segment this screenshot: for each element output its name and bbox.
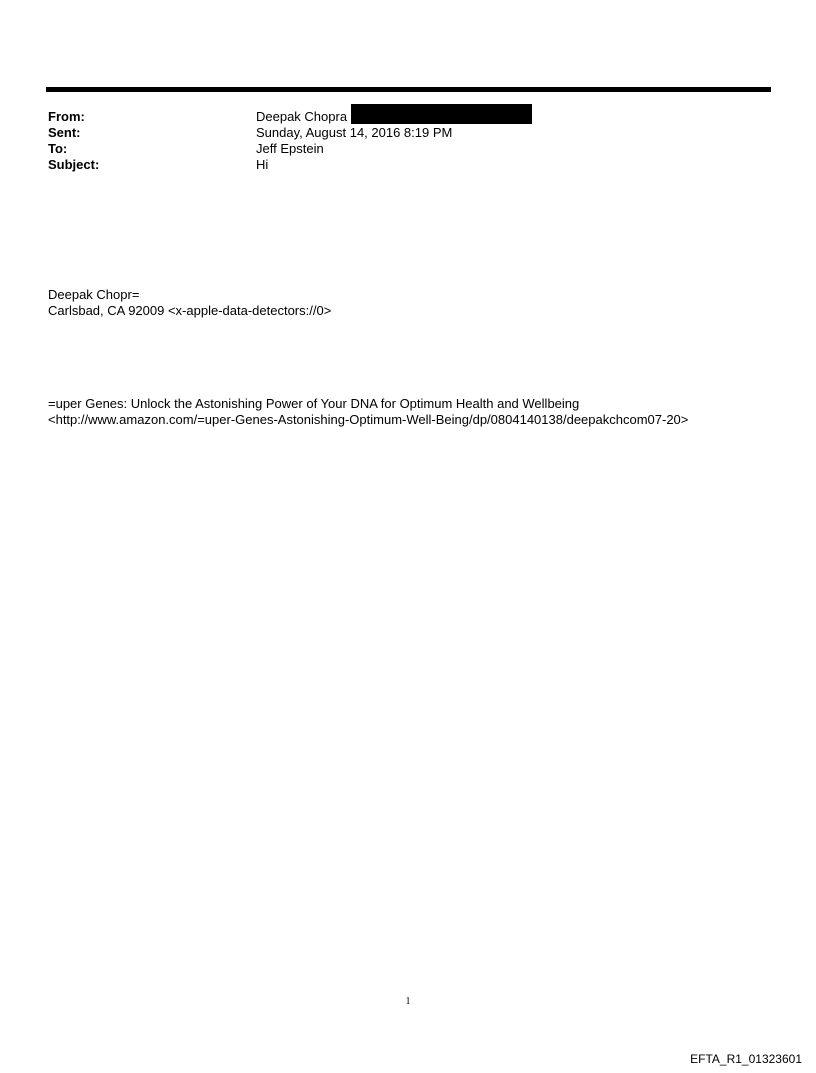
bates-number: EFTA_R1_01323601 [690, 1052, 802, 1066]
from-value [256, 109, 532, 125]
to-row [48, 141, 768, 157]
from-row [48, 109, 768, 125]
signature-address: Carlsbad, CA 92009 <x-apple-data-detectors://0> [48, 303, 332, 318]
to-value: Jeff Epstein [256, 141, 324, 156]
header-divider [46, 87, 771, 92]
subject-value: Hi [256, 157, 269, 172]
sent-label: Sent: [48, 125, 81, 140]
subject-label: Subject: [48, 157, 100, 172]
sent-row [48, 125, 768, 141]
book-title: =uper Genes: Unlock the Astonishing Power of Your DNA for Optimum Health and Wellbeing [48, 396, 580, 411]
signature-name: Deepak Chopr= [48, 287, 140, 302]
email-header [48, 109, 768, 173]
book-link: <http://www.amazon.com/=uper-Genes-Astonishing-Optimum-Well-Being/dp/0804140138/deepakchcom07-20> [48, 412, 689, 427]
sent-value: Sunday, August 14, 2016 8:19 PM [256, 125, 453, 140]
from-label: From: [48, 109, 85, 124]
subject-row [48, 157, 768, 173]
to-label: To: [48, 141, 68, 156]
page-number: 1 [405, 996, 411, 1007]
sender-name: Deepak Chopra [256, 109, 348, 124]
redaction-box [351, 104, 532, 124]
